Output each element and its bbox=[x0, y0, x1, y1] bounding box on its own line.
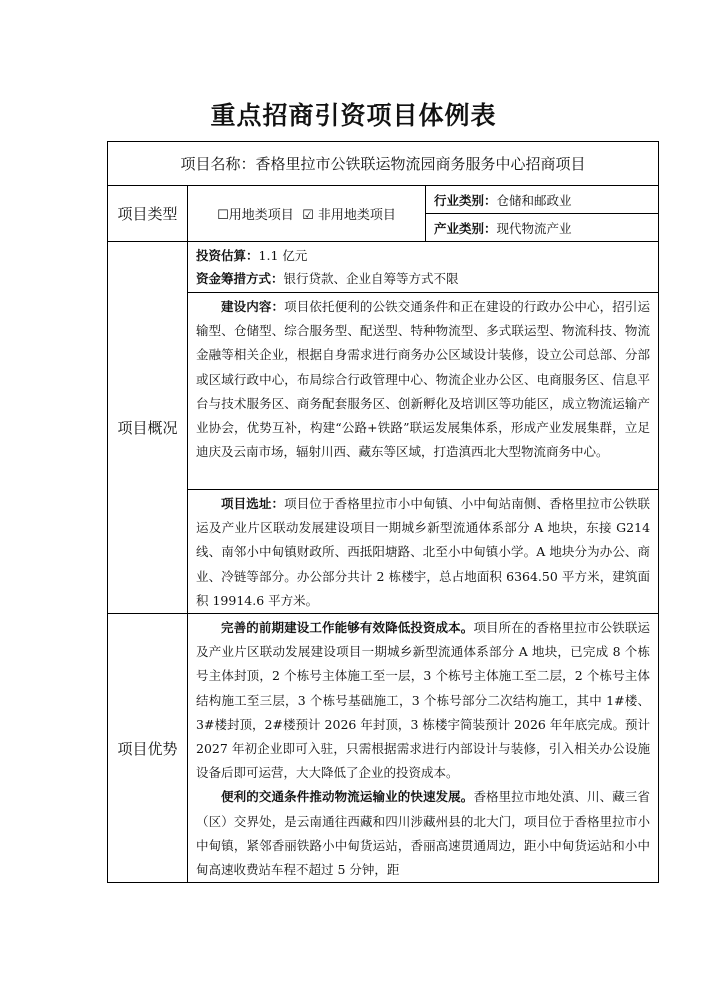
funding-value: 银行贷款、企业自筹等方式不限 bbox=[283, 271, 459, 286]
overview-row-3 bbox=[108, 490, 659, 614]
advantage-2-heading: 便利的交通条件推动物流运输业的快速发展。 bbox=[221, 789, 474, 805]
site-selection bbox=[188, 490, 659, 614]
content-text: 项目依托便利的公铁交通条件和正在建设的行政办公中心，招引运输型、仓储型、综合服务型、配送型、特种物流型、多式联运型、物流科技、物流金融等相关企业，根据自身需求进行商务办公区域设计装修，设立公司总部、分部或区域行政中心，布局综合行政管理中心、物流企业办公区、电商服务区、信息平台与技术服务区、商务配套服务区、创新孵化及培训区等功能区，成立物流运输产业协会，优势互补，构建“公路+铁路”联运发展集体系，形成产业发展集群，立足迪庆及云南市场，辐射川西、藏东等区域，打造滇西北大型物流商务中心。 bbox=[196, 299, 651, 460]
industry-value: 仓储和邮政业 bbox=[496, 192, 572, 208]
advantage-content bbox=[188, 614, 659, 883]
land-use-option: ☐用地类项目 bbox=[217, 208, 294, 223]
non-land-use-option: ☑ 非用地类项目 bbox=[302, 208, 396, 223]
investment-value: 1.1 亿元 bbox=[258, 248, 308, 263]
site-text: 项目位于香格里拉市小中甸镇、小中甸站南侧、香格里拉市公铁联运及产业片区联动发展建设项目一期城乡新型流通体系部分 A 地块，东接 G214 线、南邻小中甸镇财政所、西抵阳塘路、北至小中甸镇小学。A 地块分为办公、商业、冷链等部分。办公部分共计 2 栋楼宇，总占地面积 6364.50 平方米，建筑面积 19914.6 平方米。 bbox=[196, 496, 651, 608]
funding-label: 资金筹措方式： bbox=[196, 271, 284, 286]
advantage-paragraph-1 bbox=[196, 616, 650, 785]
project-name: 项目名称：香格里拉市公铁联运物流园商务服务中心招商项目 bbox=[108, 142, 659, 186]
advantage-1-heading: 完善的前期建设工作能够有效降低投资成本。 bbox=[221, 620, 474, 636]
land-type-options bbox=[188, 186, 426, 242]
advantage-2-text: 香格里拉市地处滇、川、藏三省（区）交界处，是云南通往西藏和四川涉藏州县的北大门，项目位于香格里拉市小中甸镇，紧邻香丽铁路小中甸货运站，香丽高速贯通周边，距小中甸货运站和小中甸高速收费站车程不超过 5 分钟，距 bbox=[196, 789, 651, 878]
advantage-1-text: 项目所在的香格里拉市公铁联运及产业片区联动发展建设项目一期城乡新型流通体系部分 A 地块，已完成 8 个栋号主体封顶，2 个栋号主体施工至一层，3 个栋号主体施工至二层，2 个栋号主体结构施工至三层，3 个栋号基础施工，3 个栋号部分二次结构施工，其中 1#楼、3#楼封顶，2#楼预计 2026 年封顶，3 栋楼宇简装预计 2026 年年底完成。预计 2027 年初企业即可入驻，只需根据需求进行内部设计与装修，引入相关办公设施设备后即可运营，大大降低了企业的投资成本。 bbox=[196, 620, 651, 781]
project-type-label: 项目类型 bbox=[108, 186, 188, 242]
type-row bbox=[108, 186, 659, 214]
overview-row-2 bbox=[108, 293, 659, 490]
construction-content bbox=[188, 293, 659, 490]
industry-category bbox=[426, 186, 659, 214]
project-name-row bbox=[108, 142, 659, 186]
overview-row-1 bbox=[108, 242, 659, 293]
advantage-paragraph-2 bbox=[196, 785, 650, 882]
sector-label: 产业类别： bbox=[434, 220, 497, 236]
advantage-label: 项目优势 bbox=[108, 614, 188, 883]
investment-cell bbox=[188, 242, 659, 293]
advantage-row bbox=[108, 614, 659, 883]
sector-value: 现代物流产业 bbox=[496, 220, 572, 236]
site-label: 项目选址： bbox=[221, 496, 285, 511]
sector-category bbox=[426, 214, 659, 242]
overview-label: 项目概况 bbox=[108, 242, 188, 614]
page-title: 重点招商引资项目体例表 bbox=[210, 101, 497, 130]
industry-label: 行业类别： bbox=[434, 192, 497, 208]
project-table bbox=[107, 141, 659, 883]
investment-label: 投资估算： bbox=[196, 248, 259, 263]
content-label: 建设内容： bbox=[221, 299, 285, 314]
